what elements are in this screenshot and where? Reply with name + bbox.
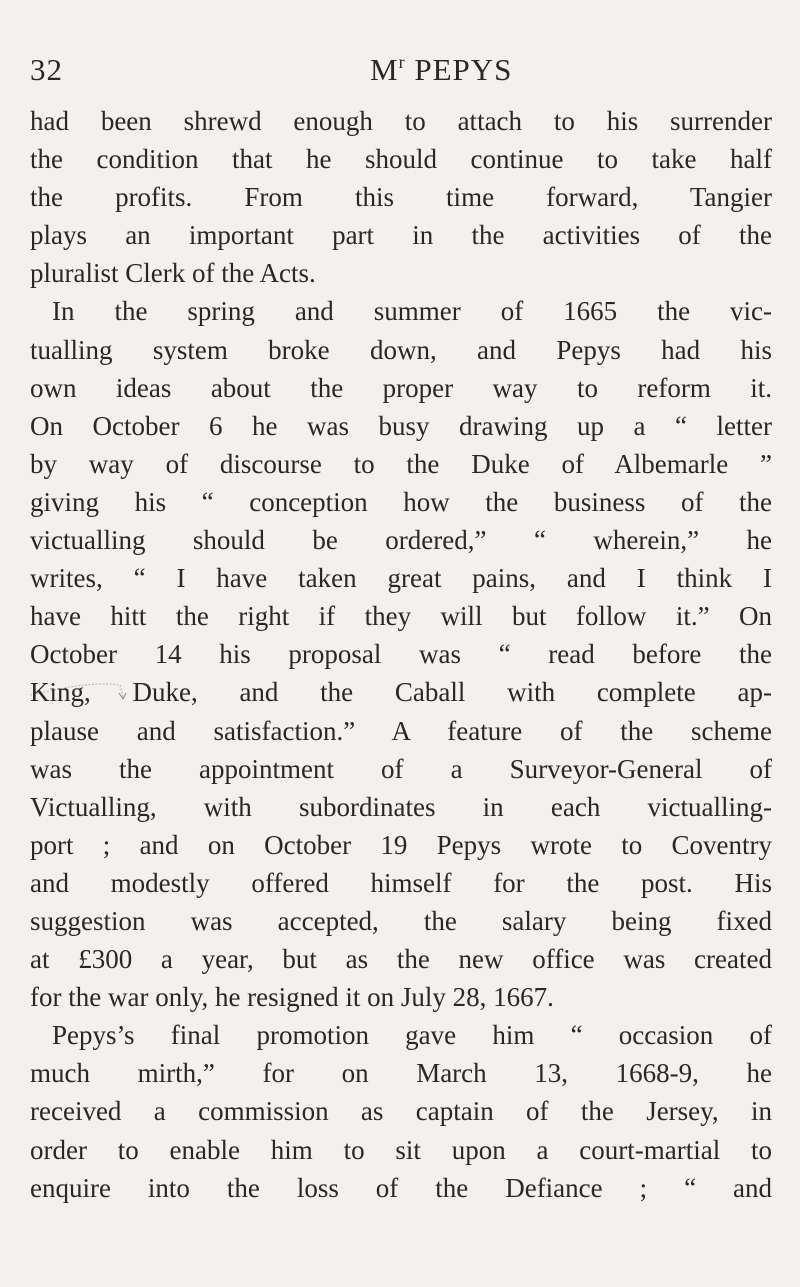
text-line: and modestly offered himself for the post. His — [30, 867, 772, 898]
text-line: suggestion was accepted, the salary being fixed — [30, 905, 772, 936]
text-line: the condition that he should continue to take half — [30, 144, 772, 175]
text-line: plause and satisfaction.” A feature of the scheme — [30, 715, 772, 746]
text-line: Pepys’s final promotion gave him “ occasion of — [52, 1020, 772, 1051]
text-line: the profits. From this time forward, Tangier — [30, 182, 772, 213]
page-number: 32 — [30, 52, 63, 87]
text-line: had been shrewd enough to attach to his surrender — [30, 106, 772, 136]
text-line: plays an important part in the activities of the — [30, 220, 772, 251]
text-line: writes, “ I have taken great pains, and I think I — [30, 563, 772, 594]
text-line: tualling system broke down, and Pepys had his — [30, 334, 772, 365]
text-line: was the appointment of a Surveyor-General of — [30, 753, 772, 784]
text-line: On October 6 he was busy drawing up a “ letter — [30, 410, 772, 441]
running-title-name: PEPYS — [405, 52, 513, 87]
running-title-superscript: r — [398, 52, 406, 72]
text-line: own ideas about the proper way to reform it. — [30, 372, 772, 403]
text-line: at £300 a year, but as the new office was created — [30, 944, 772, 975]
text-line: King, Duke, and the Caball with complete ap- — [30, 677, 772, 708]
text-line: port ; and on October 19 Pepys wrote to Coventry — [30, 829, 772, 860]
text-line: victualling should be ordered,” “ wherein,” he — [30, 525, 772, 556]
running-title — [370, 52, 512, 88]
text-line: enquire into the loss of the Defiance ; “ and — [30, 1172, 772, 1203]
text-line: October 14 his proposal was “ read before the — [30, 639, 772, 670]
text-line: Victualling, with subordinates in each victualling- — [30, 791, 772, 822]
running-head — [30, 52, 770, 92]
text-line: giving his “ conception how the business of the — [30, 486, 772, 517]
text-line: pluralist Clerk of the Acts. — [30, 258, 316, 289]
text-line: order to enable him to sit upon a court-martial to — [30, 1134, 772, 1165]
text-line: have hitt the right if they will but follow it.” On — [30, 601, 772, 632]
running-title-prefix: M — [370, 52, 399, 87]
text-line: In the spring and summer of 1665 the vic- — [52, 296, 772, 327]
text-line: much mirth,” for on March 13, 1668-9, he — [30, 1058, 772, 1089]
text-line: for the war only, he resigned it on July 28, 1667. — [30, 982, 554, 1013]
body-text — [30, 102, 772, 1207]
text-line: received a commission as captain of the Jersey, in — [30, 1096, 772, 1127]
text-line: by way of discourse to the Duke of Albemarle ” — [30, 448, 772, 479]
